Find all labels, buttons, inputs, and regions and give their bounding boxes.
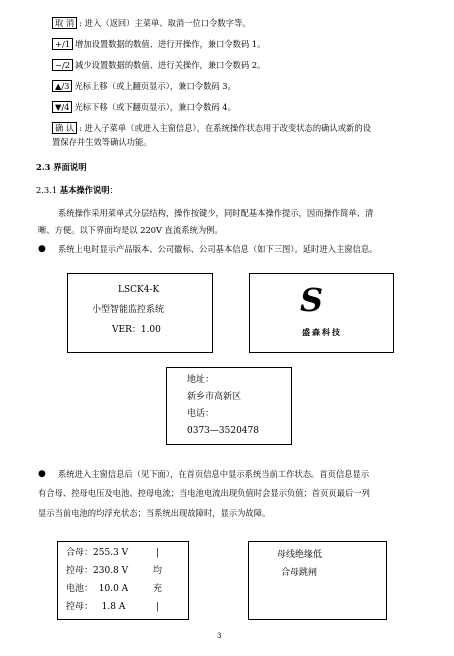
status-row-value: 1.8 <box>101 602 116 612</box>
key-confirm-line <box>52 122 371 134</box>
screen-version-ver: VER：1.00 <box>112 325 161 335</box>
page-number: 3 <box>217 632 222 640</box>
key-minus-line <box>52 59 265 71</box>
phone-label: 电话： <box>187 409 215 419</box>
section-title: 界面说明 <box>53 162 87 172</box>
para1-line1: 系统操作采用菜单式分层结构，操作按键少，同时配基本操作提示，因而操作简单、清 <box>58 208 374 218</box>
status-row-value: 10.0 <box>98 584 119 594</box>
status-row <box>66 565 128 577</box>
status-row-unit: A <box>121 584 129 594</box>
key-up-desc: 光标上移（或上翻页显示），兼口令数码 3。 <box>74 81 236 91</box>
screen-version <box>67 273 213 353</box>
status-row-label: 合母： <box>66 548 94 558</box>
bullet1-text: 系统上电时显示产品版本、公司徽标、公司基本信息（如下三图）。延时进入主窗信息。 <box>58 244 378 254</box>
status-row-flag: | <box>156 602 160 612</box>
company-name: 盛森科技 <box>302 327 342 337</box>
confirm-key: 确 认 <box>52 122 77 134</box>
subsection-title: 基本操作说明 <box>59 185 110 195</box>
company-logo-icon: S <box>300 281 324 319</box>
screen-address <box>166 367 292 445</box>
key-confirm-desc: : 进入子菜单（或进入主窗信息），在系统操作状态用于改变状态的确认或新的设 <box>79 123 371 133</box>
bullet-dot-icon: ● <box>38 469 46 479</box>
status-row-unit: V <box>121 548 129 558</box>
section-number: 2.3 <box>36 162 51 172</box>
address-label: 地址： <box>187 375 215 385</box>
screen-version-model: LSCK4-K <box>118 285 160 295</box>
status-row-flag: 均 <box>153 566 163 576</box>
status-row-unit: A <box>118 602 126 612</box>
bullet2-line2: 有合母、控母电压及电池、控母电流；当电池电流出现负值时会显示负值；首页页最后一列 <box>38 488 370 498</box>
section-heading <box>36 161 87 173</box>
status-row-value: 230.8 <box>93 566 119 576</box>
status-row <box>66 601 125 613</box>
bullet2-line3: 显示当前电池的均浮充状态；当系统出现故障时，显示为故障。 <box>38 508 271 518</box>
subsection-number: 2.3.1 <box>36 185 58 195</box>
screen-version-name: 小型智能监控系统 <box>92 305 165 315</box>
bullet2-line1: 系统进入主窗信息后（见下面），在首页信息中显示系统当前工作状态。首页信息显示 <box>58 469 370 479</box>
down-key: ▼/4 <box>52 101 72 113</box>
key-up-line <box>52 80 236 92</box>
screen-faults <box>248 541 387 620</box>
status-row-value: 255.3 <box>93 548 119 558</box>
key-plus-desc: 增加设置数据的数值、进行开操作，兼口令数码 1。 <box>75 39 266 49</box>
up-key: ▲/3 <box>52 80 72 92</box>
status-row-flag: 充 <box>153 584 163 594</box>
screen-logo <box>249 273 394 353</box>
status-row-label: 控母： <box>66 566 94 576</box>
key-plus-line <box>52 38 265 50</box>
fault-item: 母线绝缘低 <box>277 550 323 560</box>
status-row-label: 电池： <box>66 584 94 594</box>
key-minus-desc: 减少设置数据的数值、进行关操作，兼口令数码 2。 <box>75 60 266 70</box>
fault-item: 合母跳闸 <box>281 568 318 578</box>
screen-status <box>57 541 189 620</box>
status-row <box>66 547 128 559</box>
para1-line2: 晰、方便。以下界面均是以 220V 直流系统为例。 <box>38 225 223 235</box>
key-cancel-line <box>52 17 251 29</box>
key-down-desc: 光标下移（或下翻页显示），兼口令数码 4。 <box>74 102 236 112</box>
key-confirm-cont: 置保存并生效等确认功能。 <box>52 137 152 147</box>
key-down-line <box>52 101 236 113</box>
status-row-label: 控母： <box>66 602 94 612</box>
status-row-flag: | <box>156 548 160 558</box>
status-row <box>66 583 128 595</box>
subsection-colon: ： <box>109 185 118 195</box>
phone-value: 0373—3520478 <box>187 426 259 436</box>
plus-key: +/1 <box>52 38 73 50</box>
cancel-key: 取 消 <box>52 17 77 29</box>
key-cancel-desc: : 进入（返回）主菜单、取消一位口令数字等。 <box>79 18 251 28</box>
subsection-heading <box>36 184 118 196</box>
status-row-unit: V <box>121 566 129 576</box>
minus-key: −/2 <box>52 59 73 71</box>
bullet-dot-icon: ● <box>38 244 46 254</box>
address-value: 新乡市高新区 <box>187 392 242 402</box>
